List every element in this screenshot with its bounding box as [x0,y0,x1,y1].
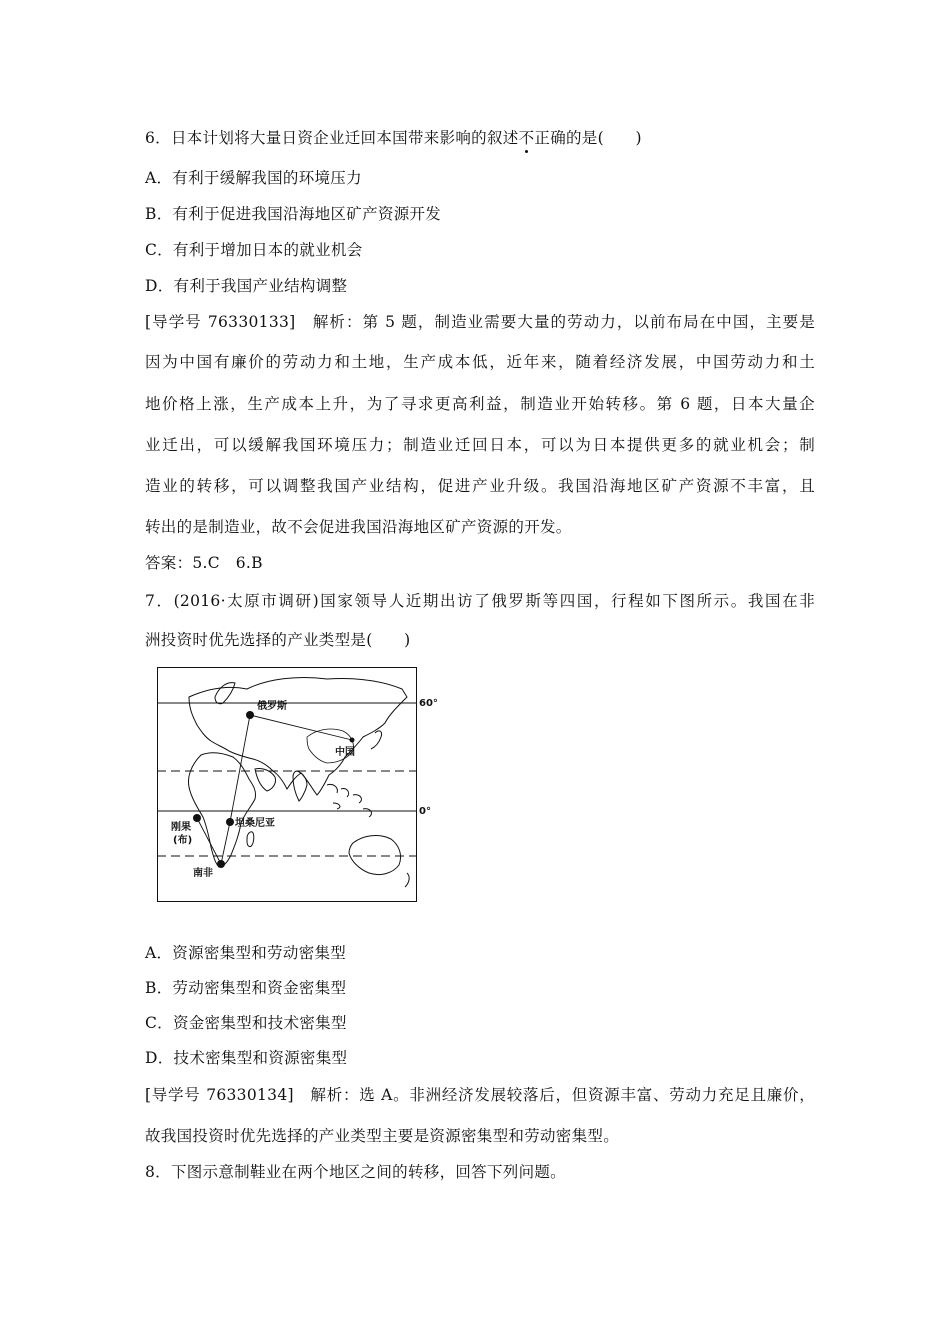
q6-option-d: D．有利于我国产业结构调整 [145,277,348,295]
q7-option-d: D．技术密集型和资源密集型 [145,1049,348,1067]
q6-stem-part2: 正确的是( ) [534,129,642,147]
q7-analysis-line: 故我国投资时优先选择的产业类型主要是资源密集型和劳动密集型。 [145,1127,620,1145]
congo-label: 刚果 [171,822,191,833]
china-label: 中国 [335,747,355,758]
map-svg [157,667,438,902]
world-map-figure [157,667,438,902]
south-africa-point [217,860,225,868]
q6-analysis-line: 业迁出，可以缓解我国环境压力；制造业迁回日本，可以为日本提供更多的就业机会；制 [145,436,815,454]
russia-label: 俄罗斯 [257,701,287,712]
q7-option-c: C．资金密集型和技术密集型 [145,1014,347,1032]
q6-stem-emphasis: 不 [518,129,535,147]
q7-analysis-line: [导学号 76330134] 解析：选 A。非洲经济发展较落后，但资源丰富、劳动力充足且廉价， [145,1086,815,1104]
tanzania-label: 坦桑尼亚 [235,818,275,829]
congo-point [193,814,201,822]
q6-analysis-line: 造业的转移，可以调整我国产业结构，促进产业升级。我国沿海地区矿产资源不丰富，且 [145,477,815,495]
q7-stem-line: 洲投资时优先选择的产业类型是( ) [145,631,411,649]
q6-option-b: B．有利于促进我国沿海地区矿产资源开发 [145,205,442,223]
q8-stem: 8．下图示意制鞋业在两个地区之间的转移，回答下列问题。 [145,1163,566,1181]
q6-analysis-line: 地价格上涨，生产成本上升，为了寻求更高利益，制造业开始转移。第 6 题，日本大量企 [145,395,815,413]
q6-option-a: A．有利于缓解我国的环境压力 [145,169,362,187]
china-point [350,738,355,743]
lat-60-label: 60° [419,698,438,709]
q6-analysis-line: 因为中国有廉价的劳动力和土地，生产成本低，近年来，随着经济发展，中国劳动力和土 [145,353,815,371]
q7-stem-line: 7．(2016·太原市调研)国家领导人近期出访了俄罗斯等四国，行程如下图所示。我国在非 [145,592,815,610]
q6-stem-part1: 6．日本计划将大量日资企业迁回本国带来影响的叙述 [145,129,519,147]
q6-answer: 答案：5.C 6.B [145,554,263,572]
tanzania-point [226,818,234,826]
russia-point [246,711,254,719]
q7-option-a: A．资源密集型和劳动密集型 [145,944,347,962]
south-africa-label: 南非 [193,868,213,879]
q6-analysis-line: 转出的是制造业，故不会促进我国沿海地区矿产资源的开发。 [145,518,572,536]
congo-sub-label: (布) [173,835,193,846]
q7-option-b: B．劳动密集型和资金密集型 [145,979,347,997]
q6-option-c: C．有利于增加日本的就业机会 [145,241,363,259]
q6-stem [145,126,642,148]
q6-analysis-line: [导学号 76330133] 解析：第 5 题，制造业需要大量的劳动力，以前布局在中国，主要是 [145,313,815,331]
lat-0-label: 0° [419,806,431,817]
